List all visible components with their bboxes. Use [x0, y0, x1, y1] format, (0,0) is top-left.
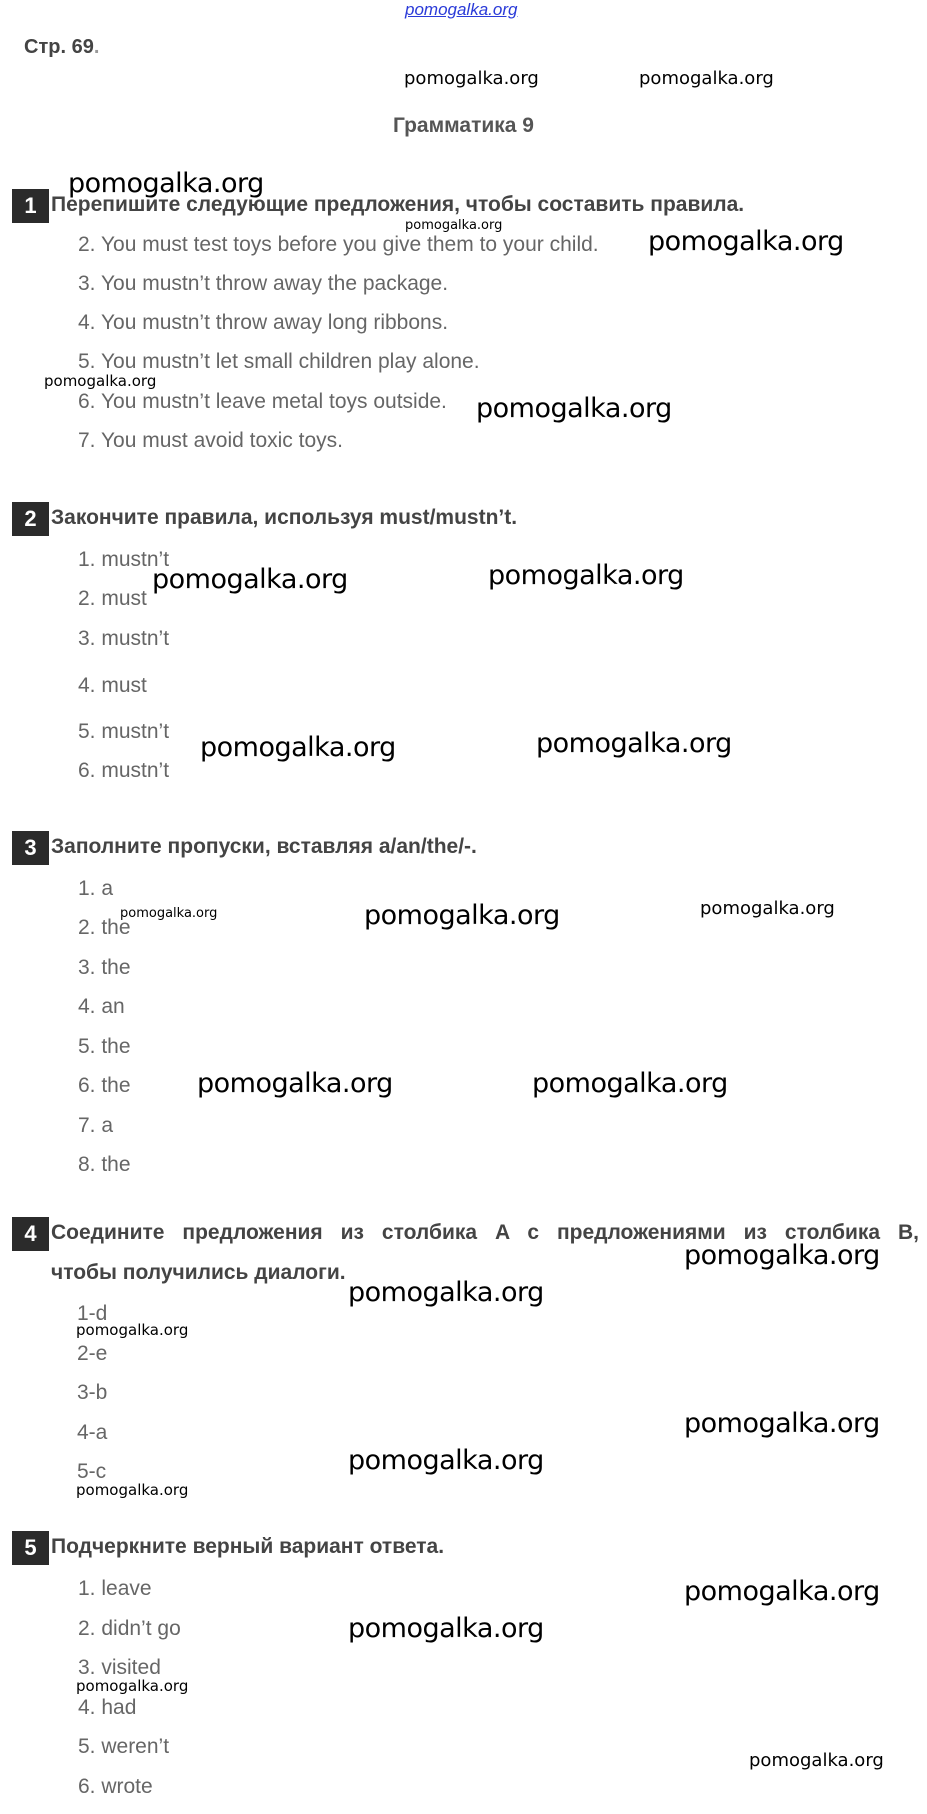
task-3-item: 7. a	[78, 1114, 114, 1137]
watermark: pomogalka.org	[749, 1750, 884, 1771]
watermark: pomogalka.org	[120, 906, 218, 921]
task-2-item: 4. must	[78, 674, 147, 697]
task-4-item: 3-b	[77, 1381, 108, 1404]
watermark: pomogalka.org	[76, 1677, 189, 1695]
watermark: pomogalka.org	[684, 1240, 880, 1271]
task-1-instruction: Перепишите следующие предложения, чтобы составить правила.	[51, 193, 745, 216]
task-2-item: 6. mustn’t	[78, 759, 170, 782]
watermark: pomogalka.org	[68, 168, 264, 199]
task-1-item: 5. You mustn’t let small children play alone.	[78, 350, 480, 373]
task-4-instruction-line-2: чтобы получились диалоги.	[51, 1261, 346, 1284]
watermark: pomogalka.org	[404, 68, 539, 89]
watermark: pomogalka.org	[76, 1321, 189, 1339]
task-5-item: 5. weren’t	[78, 1735, 170, 1758]
task-2-item: 5. mustn’t	[78, 720, 170, 743]
watermark: pomogalka.org	[44, 372, 157, 390]
task-5-item: 3. visited	[78, 1656, 161, 1679]
top-site-link[interactable]: pomogalka.org	[405, 0, 518, 19]
task-3-item: 4. an	[78, 995, 125, 1018]
task-3-item: 5. the	[78, 1035, 131, 1058]
watermark: pomogalka.org	[364, 900, 560, 931]
task-5-item: 6. wrote	[78, 1775, 153, 1798]
task-3-item: 3. the	[78, 956, 131, 979]
watermark: pomogalka.org	[476, 393, 672, 424]
task-4-item: 5-c	[77, 1460, 107, 1483]
task-3-item: 6. the	[78, 1074, 131, 1097]
task-2-number-badge: 2	[12, 502, 49, 536]
watermark: pomogalka.org	[405, 218, 503, 233]
task-4-number-badge: 4	[12, 1217, 49, 1251]
watermark: pomogalka.org	[532, 1068, 728, 1099]
watermark: pomogalka.org	[76, 1481, 189, 1499]
watermark: pomogalka.org	[684, 1576, 880, 1607]
task-5-item: 4. had	[78, 1696, 137, 1719]
page-number-dot: .	[93, 36, 100, 58]
task-4-item: 4-a	[77, 1421, 108, 1444]
task-5-instruction: Подчеркните верный вариант ответа.	[51, 1535, 445, 1558]
watermark: pomogalka.org	[197, 1068, 393, 1099]
task-5-item: 1. leave	[78, 1577, 152, 1600]
task-3-number-badge: 3	[12, 831, 49, 865]
watermark: pomogalka.org	[200, 732, 396, 763]
task-1-item: 7. You must avoid toxic toys.	[78, 429, 343, 452]
watermark: pomogalka.org	[348, 1277, 544, 1308]
task-5-item: 2. didn’t go	[78, 1617, 181, 1640]
page-number-label: Стр. 69	[24, 36, 94, 58]
watermark: pomogalka.org	[488, 560, 684, 591]
task-3-item: 1. a	[78, 877, 114, 900]
watermark: pomogalka.org	[684, 1408, 880, 1439]
watermark: pomogalka.org	[648, 226, 844, 257]
watermark: pomogalka.org	[700, 898, 835, 919]
task-5-number-badge: 5	[12, 1531, 49, 1565]
task-3-instruction: Заполните пропуски, вставляя a/an/the/-.	[51, 835, 477, 858]
task-4-instruction-line-1: Соедините предложения из столбика A с предложениями из столбика B,	[51, 1221, 919, 1244]
task-1-item: 6. You mustn’t leave metal toys outside.	[78, 390, 447, 413]
watermark: pomogalka.org	[348, 1445, 544, 1476]
task-1-number-badge: 1	[12, 189, 49, 223]
page-number	[24, 36, 99, 59]
page-title: Грамматика 9	[393, 114, 534, 137]
watermark: pomogalka.org	[152, 564, 348, 595]
task-4-item: 2-e	[77, 1342, 108, 1365]
task-2-item: 1. mustn’t	[78, 548, 170, 571]
task-1-item: 3. You mustn’t throw away the package.	[78, 272, 449, 295]
task-1-item: 2. You must test toys before you give them to your child.	[78, 233, 599, 256]
task-3-item: 8. the	[78, 1153, 131, 1176]
task-2-item: 2. must	[78, 587, 147, 610]
watermark: pomogalka.org	[348, 1613, 544, 1644]
watermark: pomogalka.org	[639, 68, 774, 89]
task-4-item: 1-d	[77, 1302, 108, 1325]
task-2-instruction: Закончите правила, используя must/mustn’t.	[51, 506, 518, 529]
task-1-item: 4. You mustn’t throw away long ribbons.	[78, 311, 449, 334]
watermark: pomogalka.org	[536, 728, 732, 759]
task-2-item: 3. mustn’t	[78, 627, 170, 650]
task-3-item: 2. the	[78, 916, 131, 939]
